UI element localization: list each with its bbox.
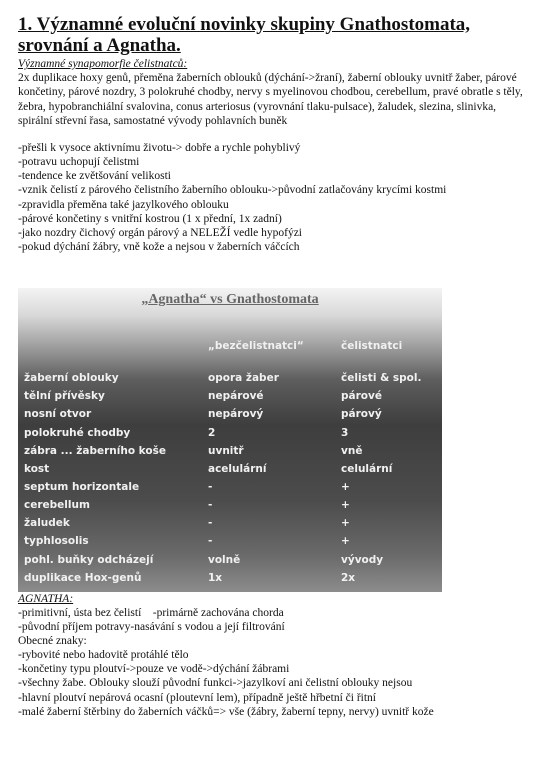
synapomorphies-heading: Významné synapomorfie čelistnatců: bbox=[18, 58, 188, 70]
table-cell: volně bbox=[208, 554, 241, 566]
list-item: -pokud dýchání žábry, vně kože a nejsou v žaberních váčcích bbox=[18, 240, 300, 253]
column-header-gnathostomata: čelistnatci bbox=[341, 340, 403, 352]
table-row bbox=[18, 481, 442, 499]
table-cell: + bbox=[341, 517, 350, 529]
title-line-2: srovnání a Agnatha. bbox=[18, 35, 181, 56]
agnatha-heading: AGNATHA: bbox=[18, 593, 74, 605]
table-cell: celulární bbox=[341, 463, 393, 475]
table-cell: acelulární bbox=[208, 463, 267, 475]
synapomorphies-text: 2x duplikace hoxy genů, přeměna žaberních oblouků (dýchání->žraní), žaberní oblouky uvnitř žaber, párové končetiny, párové nozdry, 3 polokruhé chodby, nervy s myelinovou chodbou, cerebellum, pravé obratle s těly, žebra, hypobranchiální svalovina, conus arteriosus (vyrovnání tlaku-pulsace), žaludek, slezina, slinivka, spirální střevní řasa, samostatné vývody pohlavních buněk bbox=[18, 72, 523, 127]
points-list bbox=[18, 141, 523, 254]
title-line-1: 1. Významné evoluční novinky skupiny Gnathostomata, bbox=[18, 14, 471, 35]
table-cell: 2x bbox=[341, 572, 356, 584]
table-cell: kost bbox=[24, 463, 50, 475]
list-item: -zpravidla přeměna také jazylkového oblouku bbox=[18, 198, 229, 211]
table-cell: vně bbox=[341, 445, 363, 457]
table-row bbox=[18, 427, 442, 445]
list-item: -párové končetiny s vnitřní kostrou (1 x přední, 1x zadní) bbox=[18, 212, 282, 225]
list-item: -primitivní, ústa bez čelistí -primárně zachována chorda bbox=[18, 607, 284, 619]
column-header-agnatha: „bezčelistnatci“ bbox=[208, 340, 304, 352]
table-cell: + bbox=[341, 481, 350, 493]
table-cell: + bbox=[341, 499, 350, 511]
table-cell: - bbox=[208, 517, 213, 529]
table-cell: žaberní oblouky bbox=[24, 372, 119, 384]
list-item: -jako nozdry čichový orgán párový a NELEŽÍ vedle hypofýzi bbox=[18, 226, 302, 239]
list-item: Obecné znaky: bbox=[18, 635, 87, 648]
table-cell: párový bbox=[341, 408, 382, 420]
list-item: -hlavní ploutví nepárová ocasní (ploutevní lem), případně ještě hřbetní či řitní bbox=[18, 691, 376, 704]
table-row bbox=[18, 517, 442, 535]
table-cell: nepárový bbox=[208, 408, 264, 420]
table-row bbox=[18, 445, 442, 463]
table-row bbox=[18, 372, 442, 390]
comparison-table-graphic bbox=[18, 288, 442, 592]
table-cell: čelisti & spol. bbox=[341, 372, 422, 384]
table-cell: vývody bbox=[341, 554, 384, 566]
list-item: -potravu uchopují čelistmi bbox=[18, 156, 140, 169]
page-title bbox=[18, 14, 523, 56]
table-cell: 2 bbox=[208, 427, 216, 439]
table-cell: duplikace Hox-genů bbox=[24, 572, 142, 584]
table-cell: tělní přívěsky bbox=[24, 390, 105, 402]
table-cell: nosní otvor bbox=[24, 408, 92, 420]
table-cell: zábra ... žaberního koše bbox=[24, 445, 166, 457]
table-row bbox=[18, 463, 442, 481]
table-cell: + bbox=[341, 535, 350, 547]
table-cell: 1x bbox=[208, 572, 223, 584]
agnatha-section bbox=[18, 592, 528, 719]
table-cell: cerebellum bbox=[24, 499, 90, 511]
table-cell: septum horizontale bbox=[24, 481, 140, 493]
list-item: -přešli k vysoce aktivnímu životu-> dobře a rychle pohyblivý bbox=[18, 142, 301, 155]
list-item: -vznik čelistí z párového čelistního žaberního oblouku->původní zatlačovány krycími kostmi bbox=[18, 184, 447, 197]
table-row bbox=[18, 390, 442, 408]
table-cell: - bbox=[208, 481, 213, 493]
list-item: -všechny žabe. Oblouky slouží původní funkci->jazylkoví ani čelistní oblouky nejsou bbox=[18, 677, 413, 690]
table-cell: - bbox=[208, 535, 213, 547]
list-item: -původní příjem potravy-nasávání s vodou a její filtrování bbox=[18, 621, 285, 634]
table-cell: uvnitř bbox=[208, 445, 244, 457]
table-cell: opora žaber bbox=[208, 372, 279, 384]
table-row bbox=[18, 499, 442, 517]
table-cell: - bbox=[208, 499, 213, 511]
table-cell: párové bbox=[341, 390, 382, 402]
table-row bbox=[18, 408, 442, 426]
list-item: -končetiny typu ploutví->pouze ve vodě->dýchání žábrami bbox=[18, 663, 290, 676]
table-title: „Agnatha“ vs Gnathostomata bbox=[141, 292, 319, 307]
table-row bbox=[18, 572, 442, 590]
table-cell: pohl. buňky odcházejí bbox=[24, 554, 154, 566]
table-row bbox=[18, 554, 442, 572]
table-cell: nepárové bbox=[208, 390, 264, 402]
document-body bbox=[18, 14, 523, 254]
table-cell: 3 bbox=[341, 427, 349, 439]
table-cell: žaludek bbox=[24, 517, 70, 529]
list-item: -rybovité nebo hadovitě protáhlé tělo bbox=[18, 649, 189, 662]
list-item: -malé žaberní štěrbiny do žaberních váčků=> vše (žábry, žaberní tepny, nervy) uvnitř kože bbox=[18, 705, 434, 718]
table-cell: polokruhé chodby bbox=[24, 427, 131, 439]
list-item: -tendence ke zvětšování velikosti bbox=[18, 170, 171, 183]
table-cell: typhlosolis bbox=[24, 535, 89, 547]
table-row bbox=[18, 535, 442, 553]
